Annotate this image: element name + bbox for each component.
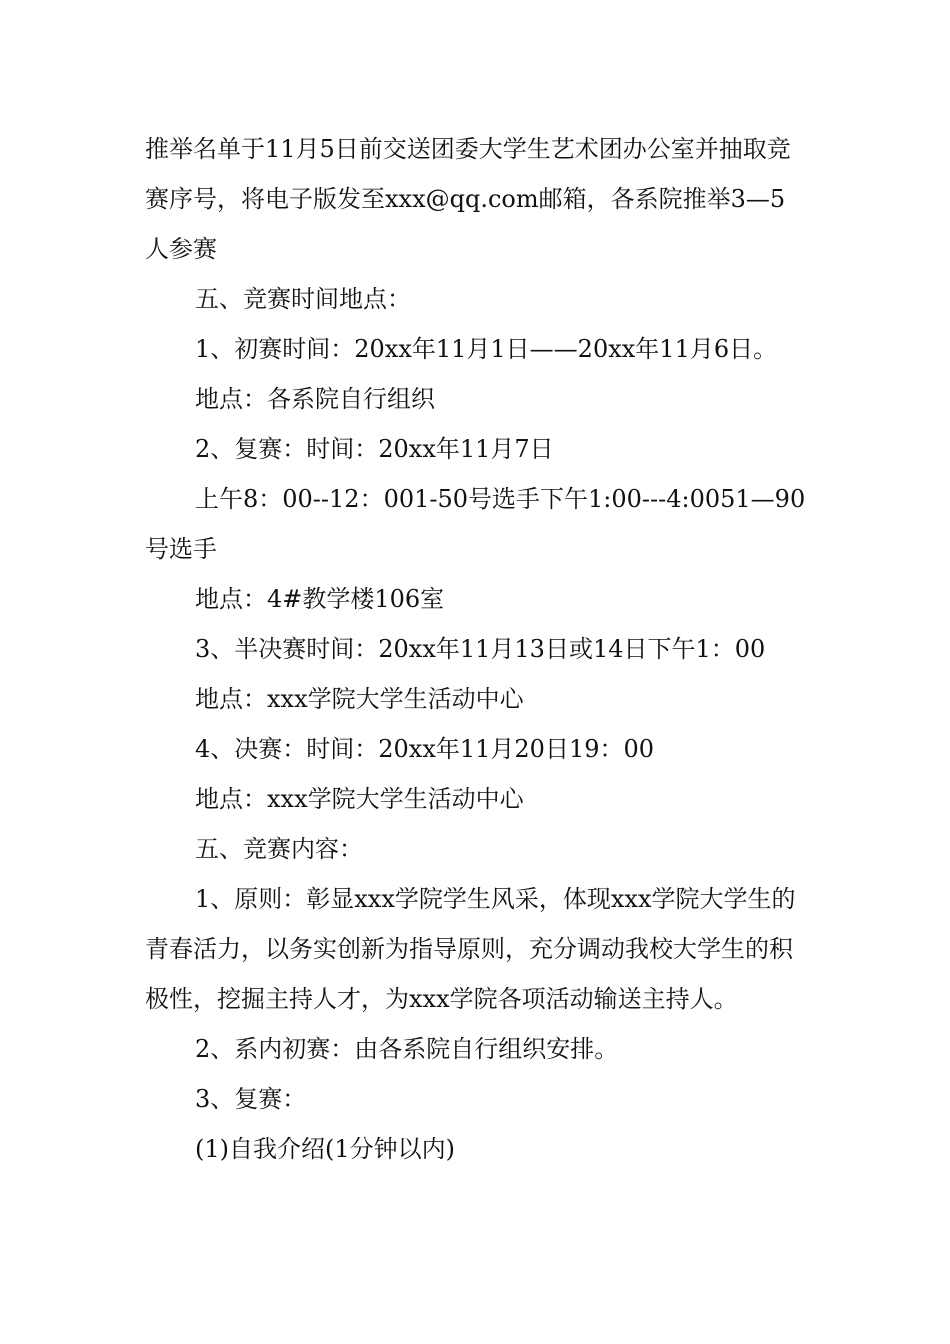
paragraph-rematch-time: 2、复赛：时间：20xx年11月7日 bbox=[195, 435, 554, 463]
paragraph-preliminary-time: 1、初赛时间：20xx年11月1日——20xx年11月6日。 bbox=[195, 335, 778, 363]
document-body bbox=[145, 124, 809, 1174]
paragraph-final-time: 4、决赛：时间：20xx年11月20日19：00 bbox=[195, 735, 655, 763]
paragraph-rematch-schedule: 上午8：00--12：001-50号选手下午1:00---4:0051—90号选手 bbox=[145, 485, 806, 563]
paragraph-semifinal-location: 地点：xxx学院大学生活动中心 bbox=[195, 685, 524, 713]
paragraph-rematch-heading: 3、复赛： bbox=[195, 1085, 307, 1113]
paragraph-final-location: 地点：xxx学院大学生活动中心 bbox=[195, 785, 524, 813]
paragraph-nomination: 推举名单于11月5日前交送团委大学生艺术团办公室并抽取竞赛序号，将电子版发至xxx@qq.com邮箱，各系院推举3—5人参赛 bbox=[145, 135, 791, 263]
paragraph-rematch-location: 地点：4#教学楼106室 bbox=[195, 585, 445, 613]
paragraph-preliminary-location: 地点：各系院自行组织 bbox=[195, 385, 435, 413]
heading-competition-content: 五、竞赛内容： bbox=[195, 835, 363, 863]
paragraph-principle: 1、原则：彰显xxx学院学生风采，体现xxx学院大学生的青春活力，以务实创新为指导原则，充分调动我校大学生的积极性，挖掘主持人才，为xxx学院各项活动输送主持人。 bbox=[145, 885, 796, 1013]
paragraph-self-introduction: (1)自我介绍(1分钟以内) bbox=[195, 1135, 455, 1163]
paragraph-internal-preliminary: 2、系内初赛：由各系院自行组织安排。 bbox=[195, 1035, 619, 1063]
heading-time-location: 五、竞赛时间地点： bbox=[195, 285, 411, 313]
paragraph-semifinal-time: 3、半决赛时间：20xx年11月13日或14日下午1：00 bbox=[195, 635, 766, 663]
